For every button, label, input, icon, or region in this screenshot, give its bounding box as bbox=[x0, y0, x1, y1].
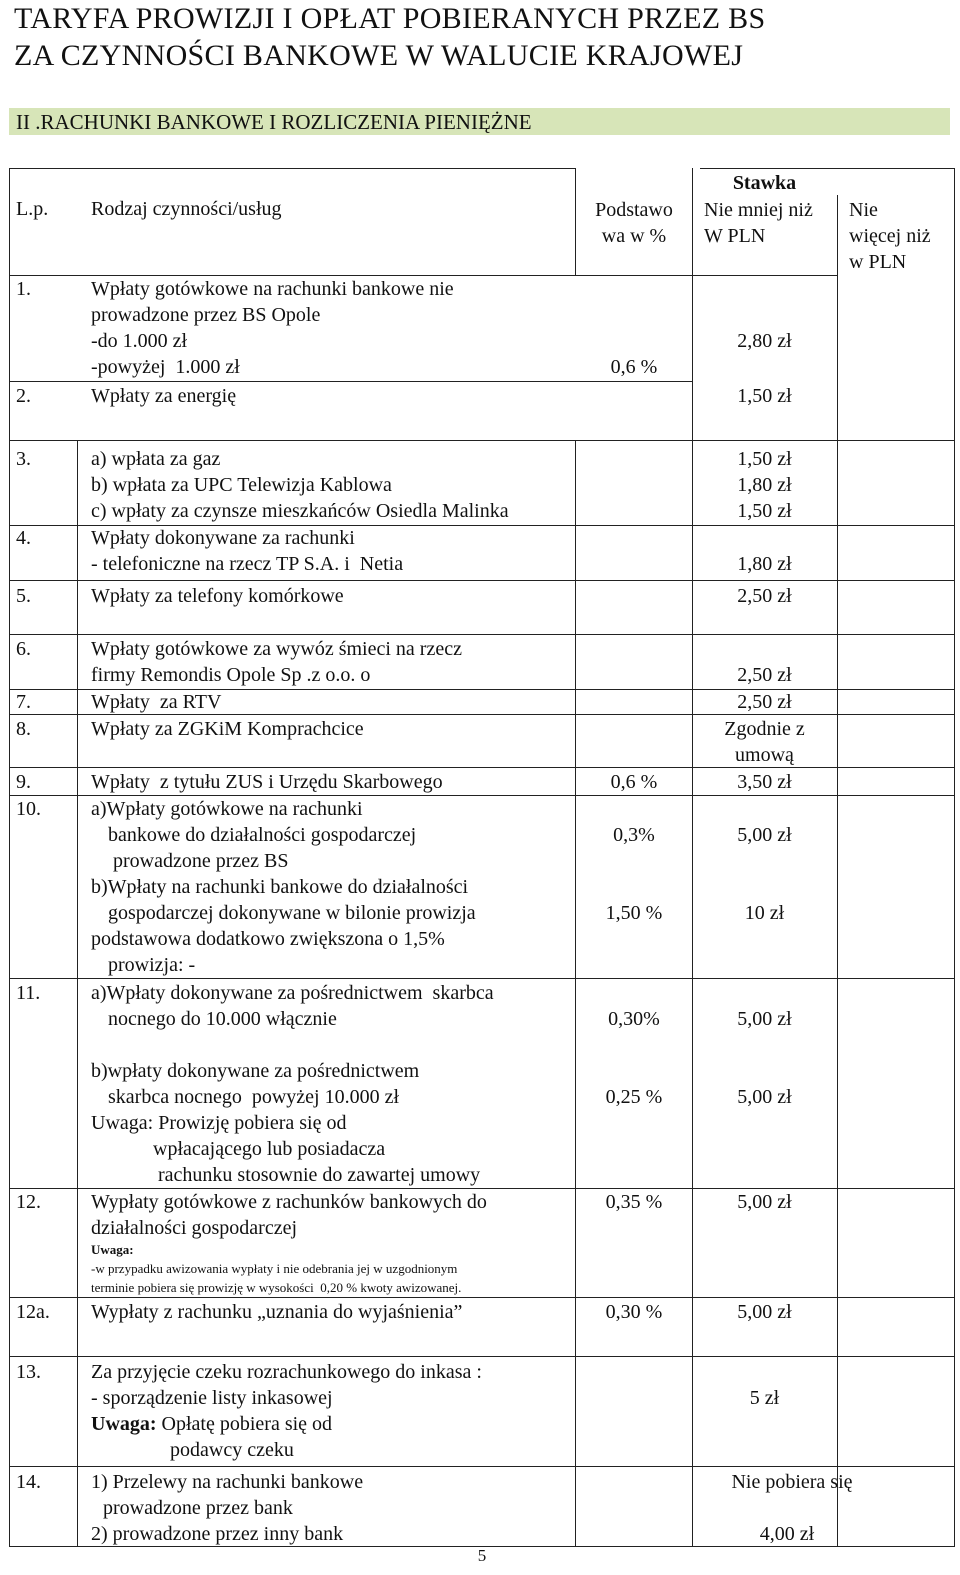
row-5-text: Wpłaty za telefony komórkowe bbox=[91, 585, 344, 607]
title-line-1: TARYFA PROWIZJI I OPŁAT POBIERANYCH PRZEZ BS bbox=[14, 2, 766, 35]
row-8-text: Wpłaty za ZGKiM Komprachcice bbox=[91, 718, 364, 740]
grid-line bbox=[575, 168, 576, 276]
row-12-min: 5,00 zł bbox=[737, 1191, 792, 1213]
header-min-line2: W PLN bbox=[704, 225, 766, 247]
grid-line bbox=[9, 978, 955, 979]
row-10-text: a)Wpłaty gotówkowe na rachunki bbox=[91, 798, 363, 820]
row-14-text: prowadzone przez bank bbox=[103, 1497, 293, 1519]
row-1-text: prowadzone przez BS Opole bbox=[91, 304, 321, 326]
row-13-note: Opłatę pobiera się od bbox=[156, 1413, 333, 1435]
row-10-min: 5,00 zł bbox=[737, 824, 792, 846]
row-12a-min: 5,00 zł bbox=[737, 1301, 792, 1323]
row-13-text: podawcy czeku bbox=[170, 1439, 294, 1461]
row-4-text: Wpłaty dokonywane za rachunki bbox=[91, 527, 355, 549]
header-service: Rodzaj czynności/usług bbox=[91, 198, 282, 220]
grid-line bbox=[9, 1466, 955, 1467]
row-11-lp: 11. bbox=[16, 982, 41, 1004]
grid-line bbox=[954, 168, 955, 1546]
row-13-text bbox=[91, 1411, 332, 1437]
row-8-min: Zgodnie z bbox=[724, 718, 805, 740]
header-max-line3: w PLN bbox=[849, 251, 907, 273]
row-10-text: podstawowa dodatkowo zwiększona o 1,5% bbox=[91, 928, 445, 950]
row-7-text: Wpłaty za RTV bbox=[91, 691, 222, 713]
row-9-lp: 9. bbox=[16, 771, 31, 793]
row-2-lp: 2. bbox=[16, 385, 31, 407]
row-12-lp: 12. bbox=[16, 1191, 41, 1213]
row-13-text: - sporządzenie listy inkasowej bbox=[91, 1387, 333, 1409]
row-12-note: terminie pobiera się prowizję w wysokości 0,20 % kwoty awizowanej. bbox=[91, 1280, 462, 1295]
row-3-text: b) wpłata za UPC Telewizja Kablowa bbox=[91, 474, 392, 496]
row-6-text: Wpłaty gotówkowe za wywóz śmieci na rzecz bbox=[91, 638, 462, 660]
row-6-min: 2,50 zł bbox=[737, 664, 792, 686]
row-7-min: 2,50 zł bbox=[737, 691, 792, 713]
row-11-text: nocnego do 10.000 włącznie bbox=[108, 1008, 337, 1030]
header-min-line1: Nie mniej niż bbox=[704, 199, 813, 221]
row-2-text: Wpłaty za energię bbox=[91, 385, 237, 407]
header-stawka: Stawka bbox=[732, 172, 797, 194]
grid-line bbox=[837, 195, 838, 1546]
row-11-text: rachunku stosownie do zawartej umowy bbox=[158, 1164, 481, 1186]
row-5-lp: 5. bbox=[16, 585, 31, 607]
row-1-min: 2,80 zł bbox=[737, 330, 792, 352]
row-12-note-label: Uwaga: bbox=[91, 1242, 134, 1257]
row-8-lp: 8. bbox=[16, 718, 31, 740]
page-number: 5 bbox=[477, 1546, 487, 1565]
row-11-text: a)Wpłaty dokonywane za pośrednictwem skarbca bbox=[91, 982, 494, 1004]
row-10-text: bankowe do działalności gospodarczej bbox=[108, 824, 417, 846]
header-max-line2: więcej niż bbox=[849, 225, 931, 247]
row-13-min: 5 zł bbox=[749, 1387, 780, 1409]
row-10-text: b)Wpłaty na rachunki bankowe do działalności bbox=[91, 876, 469, 898]
row-3-min: 1,50 zł bbox=[737, 500, 792, 522]
header-base-line1: Podstawo bbox=[595, 199, 673, 221]
document-title bbox=[14, 0, 954, 74]
header-max-line1: Nie bbox=[849, 199, 878, 221]
row-10-pct: 0,3% bbox=[613, 824, 655, 846]
row-12-text: Wypłaty gotówkowe z rachunków bankowych do bbox=[91, 1191, 487, 1213]
grid-line bbox=[9, 1297, 955, 1298]
row-13-text: Za przyjęcie czeku rozrachunkowego do inkasa : bbox=[91, 1361, 482, 1383]
row-1-text: -powyżej 1.000 zł bbox=[91, 356, 240, 378]
row-14-min: 4,00 zł bbox=[759, 1523, 815, 1545]
grid-line bbox=[9, 634, 955, 635]
row-11-pct: 0,25 % bbox=[605, 1086, 663, 1108]
row-3-min: 1,50 zł bbox=[737, 448, 792, 470]
row-6-lp: 6. bbox=[16, 638, 31, 660]
row-10-text: gospodarczej dokonywane w bilonie prowizja bbox=[108, 902, 476, 924]
row-1-text: -do 1.000 zł bbox=[91, 330, 188, 352]
row-10-pct: 1,50 % bbox=[605, 902, 663, 924]
row-4-min: 1,80 zł bbox=[737, 553, 792, 575]
row-14-text: 2) prowadzone przez inny bank bbox=[91, 1523, 344, 1545]
row-14-lp: 14. bbox=[16, 1471, 41, 1493]
row-13-note-label: Uwaga: bbox=[91, 1413, 157, 1435]
row-6-text: firmy Remondis Opole Sp .z o.o. o bbox=[91, 664, 371, 686]
grid-line bbox=[700, 168, 955, 169]
row-14-min: Nie pobiera się bbox=[731, 1471, 853, 1493]
row-1-pct: 0,6 % bbox=[610, 356, 658, 378]
row-9-pct: 0,6 % bbox=[610, 771, 658, 793]
row-2-min: 1,50 zł bbox=[737, 385, 792, 407]
row-10-text: prowizja: - bbox=[108, 954, 196, 976]
row-3-text: c) wpłaty za czynsze mieszkańców Osiedla Malinka bbox=[91, 500, 509, 522]
row-11-min: 5,00 zł bbox=[737, 1008, 792, 1030]
row-4-lp: 4. bbox=[16, 527, 31, 549]
row-12-text: działalności gospodarczej bbox=[91, 1217, 298, 1239]
row-11-pct: 0,30% bbox=[608, 1008, 660, 1030]
grid-line bbox=[575, 440, 576, 1546]
row-3-lp: 3. bbox=[16, 448, 31, 470]
row-12a-lp: 12a. bbox=[16, 1301, 50, 1323]
row-14-text: 1) Przelewy na rachunki bankowe bbox=[91, 1471, 364, 1493]
row-9-min: 3,50 zł bbox=[737, 771, 792, 793]
row-8-min: umową bbox=[735, 744, 794, 766]
grid-line bbox=[9, 580, 955, 581]
section-heading: II .RACHUNKI BANKOWE I ROZLICZENIA PIENIĘŻNE bbox=[9, 108, 950, 135]
header-base-line2: wa w % bbox=[601, 225, 667, 247]
grid-line bbox=[9, 1356, 955, 1357]
title-line-2: ZA CZYNNOŚCI BANKOWE W WALUCIE KRAJOWEJ bbox=[14, 39, 744, 72]
row-13-lp: 13. bbox=[16, 1361, 41, 1383]
row-1-lp: 1. bbox=[16, 278, 31, 300]
grid-line bbox=[9, 440, 955, 441]
row-3-text: a) wpłata za gaz bbox=[91, 448, 221, 470]
row-11-text: skarbca nocnego powyżej 10.000 zł bbox=[108, 1086, 400, 1108]
row-5-min: 2,50 zł bbox=[737, 585, 792, 607]
row-11-text: Uwaga: Prowizję pobiera się od bbox=[91, 1112, 347, 1134]
grid-line bbox=[77, 440, 78, 1546]
row-10-min: 10 zł bbox=[744, 902, 785, 924]
row-10-lp: 10. bbox=[16, 798, 41, 820]
row-7-lp: 7. bbox=[16, 691, 31, 713]
header-lp: L.p. bbox=[16, 198, 49, 220]
grid-line bbox=[9, 381, 692, 382]
row-10-text: prowadzone przez BS bbox=[113, 850, 289, 872]
row-11-text: b)wpłaty dokonywane za pośrednictwem bbox=[91, 1060, 420, 1082]
row-3-min: 1,80 zł bbox=[737, 474, 792, 496]
row-11-min: 5,00 zł bbox=[737, 1086, 792, 1108]
row-9-text: Wpłaty z tytułu ZUS i Urzędu Skarbowego bbox=[91, 771, 443, 793]
row-1-text: Wpłaty gotówkowe na rachunki bankowe nie bbox=[91, 278, 454, 300]
grid-line bbox=[9, 168, 10, 1546]
row-12-pct: 0,35 % bbox=[605, 1191, 663, 1213]
row-4-text: - telefoniczne na rzecz TP S.A. i Netia bbox=[91, 553, 404, 575]
row-11-text: wpłacającego lub posiadacza bbox=[153, 1138, 386, 1160]
grid-line bbox=[692, 168, 693, 1546]
row-12a-text: Wypłaty z rachunku „uznania do wyjaśnienia” bbox=[91, 1301, 463, 1323]
row-12a-pct: 0,30 % bbox=[605, 1301, 663, 1323]
row-12-note: -w przypadku awizowania wypłaty i nie odebrania jej w uzgodnionym bbox=[91, 1261, 458, 1276]
grid-line bbox=[9, 168, 575, 169]
